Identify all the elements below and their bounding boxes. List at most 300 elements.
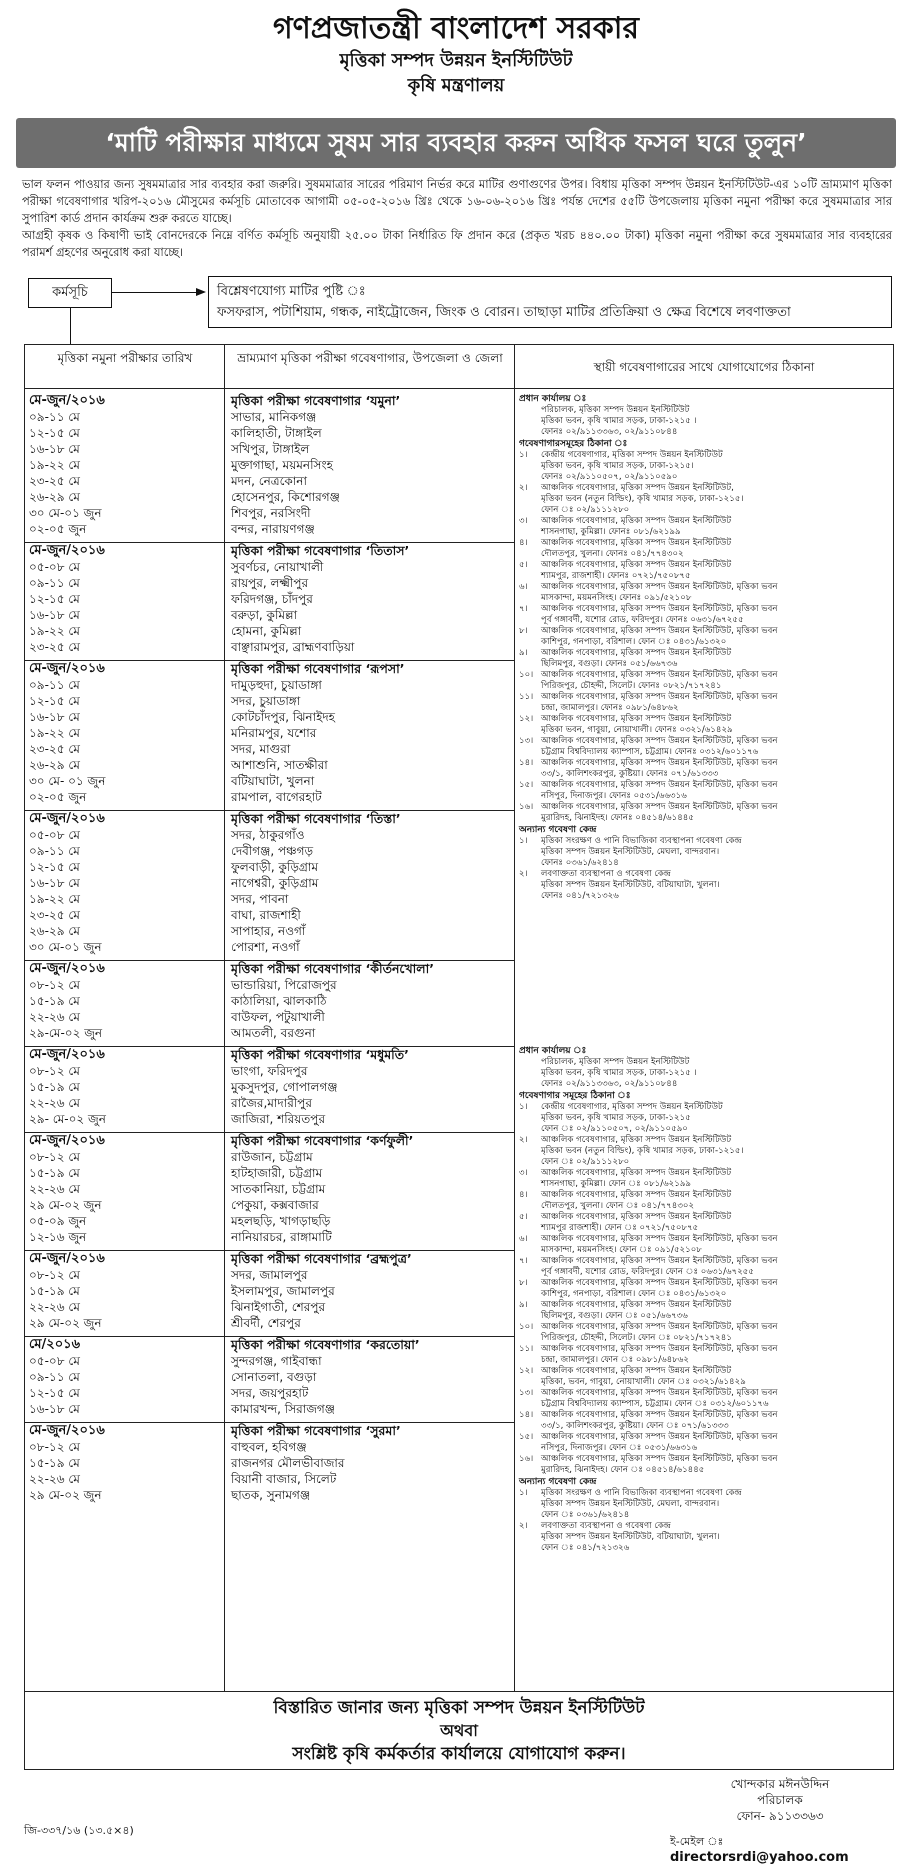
- group-separator: [25, 1046, 515, 1047]
- period-label: মে-জুন/২০১৬: [29, 1423, 105, 1438]
- address-line: আঞ্চলিক গবেষণাগার, মৃত্তিকা সম্পদ উন্নয়ন ইনস্টিটিউট, মৃত্তিকা ভবন: [541, 1432, 778, 1442]
- lab-name: মৃত্তিকা পরীক্ষা গবেষণাগার ‘করতোয়া’: [231, 1337, 420, 1352]
- lab-address-text: [541, 1168, 891, 1190]
- address-line: আঞ্চলিক গবেষণাগার, মৃত্তিকা সম্পদ উন্নয়ন ইনস্টিটিউট: [541, 1300, 732, 1310]
- address-line: ফোন ঃ ০২/৯১১০৫০৭, ০২/৯১১০৫৯০: [541, 1124, 688, 1134]
- location-item: শিবপুর, নরসিংদী: [231, 506, 311, 520]
- address-line: আঞ্চলিক গবেষণাগার, মৃত্তিকা সম্পদ উন্নয়ন ইনস্টিটিউট, মৃত্তিকা ভবন: [541, 1388, 778, 1398]
- lab-address: [517, 1256, 891, 1278]
- lab-address: [517, 1322, 891, 1344]
- ad-code: জি-৩৩৭/১৬ (১৩.৫×৪): [24, 1824, 134, 1837]
- center-address-text: [541, 869, 891, 902]
- lab-address: [517, 1212, 891, 1234]
- head-office-line: [517, 405, 891, 416]
- indent: [519, 427, 541, 438]
- location-item: বিয়ানী বাজার, সিলেট: [231, 1472, 337, 1486]
- address-line: ছিলিমপুর, বগুড়া। ফোন ঃ ০৫১/৬৬৭৩৬: [541, 1311, 688, 1321]
- address-line: মৃত্তিকা সংরক্ষণ ও পানি বিভাজিকা ব্যবস্থাপনা গবেষণা কেন্দ্র: [541, 1488, 742, 1498]
- lab-number: ১৬।: [519, 802, 534, 812]
- footer-box: [24, 1692, 894, 1770]
- location-item: মুকসুদপুর, গোপালগঞ্জ: [231, 1080, 338, 1094]
- lab-number: ১।: [519, 450, 528, 460]
- lab-address: [517, 1278, 891, 1300]
- signatory-designation: পরিচালক: [757, 1793, 803, 1807]
- address-line: মুরারিদহ, ঝিনাইদহ। ফোনঃ ০৪৫১৪/৬১৪৪৫: [541, 813, 694, 823]
- lab-address-text: [541, 450, 891, 483]
- location-item: ভাংগা, ফরিদপুর: [231, 1064, 308, 1078]
- address-line: আঞ্চলিক গবেষণাগার, মৃত্তিকা সম্পদ উন্নয়ন ইনস্টিটিউট, মৃত্তিকা ভবন: [541, 1344, 778, 1354]
- center-number: ২।: [519, 869, 528, 879]
- period-label: মে-জুন/২০১৬: [29, 1133, 105, 1148]
- location-item: বাহুবল, হবিগঞ্জ: [231, 1440, 307, 1454]
- analysis-body: ফসফরাস, পটাশিয়াম, গন্ধক, নাইট্রোজেন, জিংক ও বোরন। তাছাড়া মাটির প্রতিক্রিয়া ও ক্ষেত্র বিশেষে লবণাক্ততা: [217, 305, 791, 320]
- address-line: মৃত্তিকা ভবন (নতুন বিল্ডিং), কৃষি খামার সড়ক, ঢাকা-১২১৫।: [541, 494, 744, 504]
- group-dates: [25, 661, 225, 805]
- location-item: মুক্তাগাছা, ময়মনসিংহ: [231, 458, 333, 472]
- location-item: সদর, চুয়াডাঙ্গা: [231, 694, 301, 708]
- center-number: ১।: [519, 1488, 528, 1498]
- date-item: ০৫-০৮ মে: [29, 1354, 80, 1368]
- date-item: ১৬-১৮ মে: [29, 710, 80, 724]
- address-line: আঞ্চলিক গবেষণাগার, মৃত্তিকা সম্পদ উন্নয়ন ইনস্টিটিউট: [541, 714, 732, 724]
- date-item: ০২-০৫ জুন: [29, 790, 87, 804]
- date-item: ৩০ মে-০১ জুন: [29, 940, 102, 954]
- date-item: ০৯-১১ মে: [29, 410, 80, 424]
- period-label: মে-জুন/২০১৬: [29, 961, 105, 976]
- lab-number: ১২।: [519, 1366, 534, 1376]
- address-line: মৃত্তিকা সম্পদ উন্নয়ন ইনস্টিটিউট, মেঘলা, বান্দরবান।: [541, 847, 720, 857]
- lab-number: ৮।: [519, 1278, 528, 1288]
- lab-address-text: [541, 516, 891, 538]
- indent: [519, 1079, 541, 1090]
- date-item: ২৯ মে-০২ জুন: [29, 1488, 102, 1502]
- location-item: কাঠালিয়া, ঝালকাঠি: [231, 994, 327, 1008]
- other-centers-title: অন্যান্য গবেষণা কেন্দ্র: [519, 1477, 597, 1487]
- lab-number: ৫।: [519, 1212, 528, 1222]
- date-item: ১২-১৬ জুন: [29, 1230, 87, 1244]
- group-separator: [25, 810, 515, 811]
- address-line: পূর্ব গঙ্গাবর্দী, যশোর রোড, ফরিদপুর। ফোন ঃ ০৬৩১/৬৭২৫৫: [541, 1267, 754, 1277]
- location-item: ফুলবাড়ী, কুড়িগ্রাম: [231, 860, 319, 874]
- email-line: [670, 1834, 890, 1866]
- group-separator: [25, 1336, 515, 1337]
- date-item: ০৮-১২ মে: [29, 978, 80, 992]
- date-item: ২৬-২৯ মে: [29, 758, 80, 772]
- date-item: ৩০ মে- ০১ জুন: [29, 774, 106, 788]
- address-line: আঞ্চলিক গবেষণাগার, মৃত্তিকা সম্পদ উন্নয়ন ইনস্টিটিউট, মৃত্তিকা ভবন: [541, 626, 778, 636]
- footer-line-3: সংশ্লিষ্ট কৃষি কর্মকর্তার কার্যালয়ে যোগাযোগ করুন।: [292, 1744, 626, 1764]
- address-line: নসিপুর, দিনাজপুর। ফোনঃ ০৫৩১/৬৬৩১৬: [541, 791, 687, 801]
- head-office-title: প্রধান কার্যালয় ঃ: [519, 1046, 587, 1056]
- location-item: পেকুয়া, কক্সবাজার: [231, 1198, 319, 1212]
- lab-address: [517, 1168, 891, 1190]
- lab-address: [517, 802, 891, 824]
- address-line: মুরারিদহ, ঝিনাইদহ। ফোন ঃ ০৪৫১৪/৬১৪৪৫: [541, 1465, 705, 1475]
- address-line: আঞ্চলিক গবেষণাগার, মৃত্তিকা সম্পদ উন্নয়ন ইনস্টিটিউট, মৃত্তিকা ভবন: [541, 736, 778, 746]
- address-line: লবণাক্ততা ব্যবস্থাপনা ও গবেষণা কেন্দ্র: [541, 1521, 671, 1531]
- address-line: আঞ্চলিক গবেষণাগার, মৃত্তিকা সম্পদ উন্নয়ন ইনস্টিটিউট: [541, 1135, 732, 1145]
- address-line: আঞ্চলিক গবেষণাগার, মৃত্তিকা সম্পদ উন্নয়ন ইনস্টিটিউট: [541, 648, 732, 658]
- other-centers-title: অন্যান্য গবেষণা কেন্দ্র: [519, 825, 597, 835]
- lab-address: [517, 1190, 891, 1212]
- location-item: সোনাতলা, বগুড়া: [231, 1370, 317, 1384]
- lab-number: ৫।: [519, 560, 528, 570]
- lab-number: ১৬।: [519, 1454, 534, 1464]
- group-locations: [225, 393, 515, 537]
- address-line: নসিপুর, দিনাজপুর। ফোন ঃ ০৫৩১/৬৬৩১৬: [541, 1443, 698, 1453]
- lab-address-text: [541, 714, 891, 736]
- lab-address: [517, 450, 891, 483]
- location-item: দামুড়হুদা, চুয়াডাঙ্গা: [231, 678, 322, 692]
- address-line: আঞ্চলিক গবেষণাগার, মৃত্তিকা সম্পদ উন্নয়ন ইনস্টিটিউট,: [541, 483, 734, 493]
- lab-name: মৃত্তিকা পরীক্ষা গবেষণাগার ‘কর্ণফুলী’: [231, 1133, 414, 1148]
- header: [0, 10, 912, 98]
- group-dates: [25, 961, 225, 1041]
- address-line: মাসকান্দা, ময়মনসিংহ। ফোনঃ ০৯১/৫২১০৮: [541, 593, 692, 603]
- center-address-text: [541, 1488, 891, 1521]
- group-locations: [225, 1251, 515, 1331]
- lab-address: [517, 648, 891, 670]
- group-dates: [25, 1251, 225, 1331]
- date-item: ১৫-১৯ মে: [29, 1080, 80, 1094]
- address-line: আঞ্চলিক গবেষণাগার, মৃত্তিকা সম্পদ উন্নয়ন ইনস্টিটিউট, মৃত্তিকা ভবন: [541, 670, 778, 680]
- location-item: সদর, জয়পুরহাট: [231, 1386, 309, 1400]
- date-item: ১৫-১৯ মে: [29, 1166, 80, 1180]
- date-item: ০৮-১২ মে: [29, 1064, 80, 1078]
- address-line: পিরিজপুর, চৌহদ্দী, সিলেট। ফোনঃ ০৮২১/৭১৭২৪১: [541, 681, 722, 691]
- address-line: আঞ্চলিক গবেষণাগার, মৃত্তিকা সম্পদ উন্নয়ন ইনস্টিটিউট, মৃত্তিকা ভবন: [541, 1410, 778, 1420]
- lab-number: ৩।: [519, 1168, 528, 1178]
- indent: [519, 416, 541, 427]
- indent: [519, 405, 541, 416]
- lab-address-text: [541, 648, 891, 670]
- lab-number: ৯।: [519, 648, 528, 658]
- arrow-line: [112, 292, 198, 293]
- institute-title: মৃত্তিকা সম্পদ উন্নয়ন ইনস্টিটিউট: [339, 50, 573, 71]
- lab-address-text: [541, 1300, 891, 1322]
- line-text: ফোনঃ ০২/৯১১৩৩৬৩, ০২/৯১১০৮৪৪: [541, 1079, 678, 1089]
- lab-address-text: [541, 1322, 891, 1344]
- lab-number: ৮।: [519, 626, 528, 636]
- lab-number: ১।: [519, 1102, 528, 1112]
- address-line: ফোন ঃ ০২/৯১১১২৮০: [541, 1157, 630, 1167]
- location-item: বাউফল, পটুয়াখালী: [231, 1010, 325, 1024]
- date-item: ১৬-১৮ মে: [29, 442, 80, 456]
- location-item: শ্রীবর্দী, শেরপুর: [231, 1316, 301, 1330]
- address-line: আঞ্চলিক গবেষণাগার, মৃত্তিকা সম্পদ উন্নয়ন ইনস্টিটিউট, মৃত্তিকা ভবন: [541, 604, 778, 614]
- address-line: মৃত্তিকা সম্পদ উন্নয়ন ইনস্টিটিউট, বটিয়াঘাটা, খুলনা।: [541, 1532, 720, 1542]
- group-separator: [25, 1422, 515, 1423]
- address-line: দৌলতপুর, খুলনা। ফোনঃ ০৪১/৭৭৪৩০২: [541, 549, 684, 559]
- lab-address: [517, 626, 891, 648]
- contact-block-2: [517, 1045, 891, 1689]
- date-item: ০৮-১২ মে: [29, 1150, 80, 1164]
- analysis-title: বিশ্লেষণযোগ্য মাটির পুষ্টি ঃ: [217, 284, 366, 299]
- address-line: কেন্দ্রীয় গবেষণাগার, মৃত্তিকা সম্পদ উন্নয়ন ইনস্টিটিউট: [541, 450, 723, 460]
- lab-address-text: [541, 802, 891, 824]
- location-item: রায়পুর, লক্ষ্মীপুর: [231, 576, 309, 590]
- line-text: মৃত্তিকা ভবন, কৃষি খামার সড়ক, ঢাকা-১২১৫ ।: [541, 416, 697, 426]
- address-line: আঞ্চলিক গবেষণাগার, মৃত্তিকা সম্পদ উন্নয়ন ইনস্টিটিউট, মৃত্তিকা ভবন: [541, 1256, 778, 1266]
- address-line: আঞ্চলিক গবেষণাগার, মৃত্তিকা সম্পদ উন্নয়ন ইনস্টিটিউট: [541, 516, 732, 526]
- address-line: আঞ্চলিক গবেষণাগার, মৃত্তিকা সম্পদ উন্নয়ন ইনস্টিটিউট: [541, 1366, 732, 1376]
- group-locations: [225, 811, 515, 955]
- date-item: ২৯-মে-০২ জুন: [29, 1026, 103, 1040]
- location-item: হোমনা, কুমিল্লা: [231, 624, 302, 638]
- group-separator: [25, 1250, 515, 1251]
- location-item: সখিপুর, টাঙ্গাইল: [231, 442, 310, 456]
- footer-line-2: অথবা: [440, 1721, 478, 1740]
- address-line: চন্দ্রা, জামালপুর। ফোন ঃ ০৯৮১/৬৪৮৬২: [541, 1355, 690, 1365]
- group-separator: [25, 660, 515, 661]
- other-center: [517, 1488, 891, 1521]
- lab-number: ৯।: [519, 1300, 528, 1310]
- address-line: ফোনঃ ০৪১/৭২১৩২৬: [541, 891, 619, 901]
- address-line: শাসনগাছা, কুমিল্লা। ফোন ঃ ০৮১/৬২১৯৯: [541, 1179, 691, 1189]
- address-line: আঞ্চলিক গবেষণাগার, মৃত্তিকা সম্পদ উন্নয়ন ইনস্টিটিউট, মৃত্তিকা ভবন: [541, 1322, 778, 1332]
- address-line: মৃত্তিকা ভবন, কৃষি খামার সড়ক, ঢাকা-১২১৫: [541, 1113, 691, 1123]
- date-item: ০৯-১১ মে: [29, 1370, 80, 1384]
- signatory-phone: ফোন- ৯১১৩৩৬৩: [736, 1809, 824, 1823]
- lab-number: ১৩।: [519, 1388, 534, 1398]
- date-item: ১৫-১৯ মে: [29, 994, 80, 1008]
- lab-address-text: [541, 626, 891, 648]
- labs-title: গবেষণাগারসমূহের ঠিকানা ঃ: [519, 439, 628, 449]
- lab-address-text: [541, 483, 891, 516]
- email-address: directorsrdi@yahoo.com: [670, 1850, 849, 1865]
- intro-text: [22, 176, 892, 261]
- lab-address-text: [541, 1410, 891, 1432]
- address-line: পূর্ব গঙ্গাবর্দী, যশোর রোড, ফরিদপুর। ফোনঃ ০৬৩১/৬৭২৫৫: [541, 615, 744, 625]
- lab-number: ২।: [519, 1135, 528, 1145]
- date-item: ২২-২৬ মে: [29, 1096, 80, 1110]
- location-item: পোরশা, নওগাঁ: [231, 940, 300, 954]
- location-item: বরুড়া, কুমিল্লা: [231, 608, 298, 622]
- address-line: লবণাক্ততা ব্যবস্থাপনা ও গবেষণা কেন্দ্র: [541, 869, 671, 879]
- date-item: ১৫-১৯ মে: [29, 1456, 80, 1470]
- date-item: ২২-২৬ মে: [29, 1182, 80, 1196]
- intro-paragraph-1: ভাল ফলন পাওয়ার জন্য সুষমমাত্রার সার ব্যবহার করা জরুরি। সুষমমাত্রার সারের পরিমাণ নির্ভর করে মাটির গুণাগুণের উপর। বিধায় মৃত্তিকা সম্পদ উন্নয়ন ইনস্টিটিউট-এর ১০টি ভ্রাম্যমাণ মৃত্তিকা পরীক্ষা গবেষণাগার খরিপ-২০১৬ মৌসুমের কর্মসূচি মোতাবেক আগামী ০৫-০৫-২০১৬ খ্রিঃ থেকে ১৬-০৬-২০১৬ খ্রিঃ পর্যন্ত দেশের ৫৫টি উপজেলায় মৃত্তিকা নমুনা পরীক্ষা করে সুষমমাত্রার সার সুপারিশ কার্ড প্রদান কার্যক্রম শুরু করতে যাচ্ছে।: [22, 177, 892, 225]
- date-item: ১২-১৫ মে: [29, 592, 80, 606]
- location-item: বটিয়াঘাটা, খুলনা: [231, 774, 315, 788]
- location-item: মনিরামপুর, যশোর: [231, 726, 317, 740]
- date-item: ১৯-২২ মে: [29, 458, 80, 472]
- location-item: সাপাহার, নওগাঁ: [231, 924, 306, 938]
- labs-title: গবেষণাগার সমূহের ঠিকানা ঃ: [519, 1091, 631, 1101]
- address-line: আঞ্চলিক গবেষণাগার, মৃত্তিকা সম্পদ উন্নয়ন ইনস্টিটিউট, মৃত্তিকা ভবন: [541, 692, 778, 702]
- location-item: সদর, জামালপুর: [231, 1268, 308, 1282]
- lab-address: [517, 483, 891, 516]
- arrow-right-icon: [196, 288, 206, 296]
- group-dates: [25, 543, 225, 655]
- lab-number: ১২।: [519, 714, 534, 724]
- lab-address: [517, 1234, 891, 1256]
- address-line: মৃত্তিকা ভবন, গাবুয়া, নোয়াখালী। ফোনঃ ০৩২১/৬১৪২৯: [541, 725, 733, 735]
- lab-name: মৃত্তিকা পরীক্ষা গবেষণাগার ‘রূপসা’: [231, 661, 405, 676]
- address-line: দৌলতপুর, খুলনা। ফোন ঃ ০৪১/৭৭৪৩০২: [541, 1201, 695, 1211]
- date-item: ০৮-১২ মে: [29, 1268, 80, 1282]
- lab-address: [517, 1344, 891, 1366]
- location-item: বাঞ্ছারামপুর, ব্রাহ্মণবাড়িয়া: [231, 640, 355, 654]
- lab-address: [517, 560, 891, 582]
- line-text: মৃত্তিকা ভবন, কৃষি খামার সড়ক, ঢাকা-১২১৫ ।: [541, 1068, 697, 1078]
- date-item: ২৯ মে-০২ জুন: [29, 1198, 102, 1212]
- location-item: হোসেনপুর, কিশোরগঞ্জ: [231, 490, 340, 504]
- date-item: ২৯ মে-০২ জুন: [29, 1316, 102, 1330]
- lab-name: মৃত্তিকা পরীক্ষা গবেষণাগার ‘যমুনা’: [231, 393, 401, 408]
- location-item: ইসলামপুর, জামালপুর: [231, 1284, 335, 1298]
- group-dates: [25, 1423, 225, 1503]
- address-line: ফোন ঃ ০২/৯১১১২৮০: [541, 505, 630, 515]
- address-line: ফোনঃ ০২/৯১১০৫০৭, ০২/৯১১০৫৯০: [541, 472, 678, 482]
- group-dates: [25, 1133, 225, 1245]
- location-item: কোটচাঁদপুর, ঝিনাইদহ: [231, 710, 335, 724]
- date-item: ০৯-১১ মে: [29, 576, 80, 590]
- lab-number: ৭।: [519, 604, 528, 614]
- connector-line: [70, 308, 71, 344]
- lab-address: [517, 736, 891, 758]
- lab-number: ৬।: [519, 1234, 528, 1244]
- group-separator: [25, 542, 515, 543]
- center-address-text: [541, 836, 891, 869]
- date-item: ২৩-২৫ মে: [29, 474, 80, 488]
- center-address-text: [541, 1521, 891, 1554]
- location-item: ফরিদগঞ্জ, চাঁদপুর: [231, 592, 313, 606]
- date-item: ০২-০৫ জুন: [29, 522, 87, 536]
- date-item: ০৫-০৮ মে: [29, 828, 80, 842]
- location-item: রাউজান, চট্টগ্রাম: [231, 1150, 313, 1164]
- lab-address: [517, 538, 891, 560]
- lab-address-text: [541, 1366, 891, 1388]
- lab-address-text: [541, 1454, 891, 1476]
- lab-number: ১১।: [519, 1344, 534, 1354]
- location-item: বাঘা, রাজশাহী: [231, 908, 301, 922]
- period-label: মে-জুন/২০১৬: [29, 393, 105, 408]
- lab-address-text: [541, 1102, 891, 1135]
- group-dates: [25, 1337, 225, 1417]
- lab-number: ১৩।: [519, 736, 534, 746]
- lab-address: [517, 582, 891, 604]
- address-line: মৃত্তিকা সংরক্ষণ ও পানি বিভাজিকা ব্যবস্থাপনা গবেষণা কেন্দ্র: [541, 836, 742, 846]
- table-header-lab: ভ্রাম্যমাণ মৃত্তিকা পরীক্ষা গবেষণাগার, উপজেলা ও জেলা: [225, 345, 515, 389]
- date-item: ২৬-২৯ মে: [29, 490, 80, 504]
- lab-number: ১০।: [519, 1322, 534, 1332]
- date-item: ২২-২৬ মে: [29, 1010, 80, 1024]
- location-item: রাজৈর,মাদারীপুর: [231, 1096, 312, 1110]
- period-label: মে-জুন/২০১৬: [29, 1047, 105, 1062]
- lab-number: ৭।: [519, 1256, 528, 1266]
- location-item: মহলছড়ি, খাগড়াছড়ি: [231, 1214, 331, 1228]
- group-locations: [225, 1133, 515, 1245]
- location-item: আমতলী, বরগুনা: [231, 1026, 316, 1040]
- lab-address-text: [541, 1212, 891, 1234]
- location-item: দেবীগঞ্জ, পঞ্চগড়: [231, 844, 314, 858]
- lab-address-text: [541, 582, 891, 604]
- address-line: আঞ্চলিক গবেষণাগার, মৃত্তিকা সম্পদ উন্নয়ন ইনস্টিটিউট, মৃত্তিকা ভবন: [541, 1278, 778, 1288]
- lab-address-text: [541, 1388, 891, 1410]
- date-item: ২২-২৬ মে: [29, 1472, 80, 1486]
- center-number: ২।: [519, 1521, 528, 1531]
- head-office-line: [517, 416, 891, 427]
- address-line: চট্টগ্রাম বিশ্ববিদ্যালয় ক্যাম্পাস, চট্টগ্রাম। ফোনঃ ০৩১২/৬০১১৭৬: [541, 747, 759, 757]
- date-item: ০৫-০৯ জুন: [29, 1214, 87, 1228]
- lab-address-text: [541, 1344, 891, 1366]
- lab-address-text: [541, 1256, 891, 1278]
- address-line: আঞ্চলিক গবেষণাগার, মৃত্তিকা সম্পদ উন্নয়ন ইনস্টিটিউট, মৃত্তিকা ভবন: [541, 780, 778, 790]
- location-item: রাজনগর মৌলভীবাজার: [231, 1456, 345, 1470]
- address-line: আঞ্চলিক গবেষণাগার, মৃত্তিকা সম্পদ উন্নয়ন ইনস্টিটিউট, মৃত্তিকা ভবন: [541, 1454, 778, 1464]
- address-line: ফোন ঃ ০৩৬১/৬২৪১৪: [541, 1510, 630, 1520]
- indent: [519, 1057, 541, 1068]
- lab-address: [517, 1432, 891, 1454]
- lab-address-text: [541, 538, 891, 560]
- lab-number: ৬।: [519, 582, 528, 592]
- date-item: ১৯-২২ মে: [29, 726, 80, 740]
- lab-address-text: [541, 1190, 891, 1212]
- signatory-name: খোন্দকার মঈনউদ্দিন: [730, 1777, 830, 1791]
- group-locations: [225, 543, 515, 655]
- lab-number: ১৫।: [519, 780, 534, 790]
- date-item: ১৯-২২ মে: [29, 624, 80, 638]
- address-line: কেন্দ্রীয় গবেষণাগার, মৃত্তিকা সম্পদ উন্নয়ন ইনস্টিটিউট: [541, 1102, 723, 1112]
- intro-paragraph-2: আগ্রহী কৃষক ও কিষাণী ভাই বোনদেরকে নিম্নে বর্ণিত কর্মসূচি অনুযায়ী ২৫.০০ টাকা নির্ধারিত ফি প্রদান করে (প্রকৃত খরচ ৪৪০.০০ টাকা) মৃত্তিকা নমুনা পরীক্ষা করে সুষমমাত্রার সার ব্যবহারের পরামর্শ গ্রহণের অনুরোধ করা যাচ্ছে।: [22, 228, 892, 259]
- date-item: ০৫-০৮ মে: [29, 560, 80, 574]
- lab-number: ১০।: [519, 670, 534, 680]
- lab-name: মৃত্তিকা পরীক্ষা গবেষণাগার ‘তিস্তা’: [231, 811, 401, 826]
- lab-address: [517, 1388, 891, 1410]
- location-item: সুবর্ণচর, নোয়াখালী: [231, 560, 324, 574]
- date-item: ২৩-২৫ মে: [29, 742, 80, 756]
- period-label: মে-জুন/২০১৬: [29, 661, 105, 676]
- line-text: পরিচালক, মৃত্তিকা সম্পদ উন্নয়ন ইনস্টিটিউট: [541, 1057, 690, 1067]
- other-center: [517, 1521, 891, 1554]
- period-label: মে/২০১৬: [29, 1337, 81, 1352]
- address-line: মৃত্তিকা সম্পদ উন্নয়ন ইনস্টিটিউট, বটিয়াঘাটা, খুলনা।: [541, 880, 720, 890]
- date-item: ০৯-১১ মে: [29, 844, 80, 858]
- lab-address-text: [541, 1135, 891, 1168]
- signature-block: [670, 1776, 890, 1866]
- lab-address-text: [541, 560, 891, 582]
- group-locations: [225, 1423, 515, 1503]
- address-line: শাসনগাছা, কুমিল্লা। ফোনঃ ০৮১/৬২১৯৯: [541, 527, 681, 537]
- line-text: পরিচালক, মৃত্তিকা সম্পদ উন্নয়ন ইনস্টিটিউট: [541, 405, 690, 415]
- location-item: আশাশুনি, সাতক্ষীরা: [231, 758, 328, 772]
- lab-address-text: [541, 1432, 891, 1454]
- location-item: কামারখন্দ, সিরাজগঞ্জ: [231, 1402, 336, 1416]
- address-line: ৩৩/১, কালিশংকরপুর, কুষ্টিয়া। ফোন ঃ ০৭১/৬১৩৩৩: [541, 1421, 729, 1431]
- lab-address: [517, 1366, 891, 1388]
- analysis-box: [208, 276, 892, 328]
- location-item: ঝিনাইগাতী, শেরপুর: [231, 1300, 326, 1314]
- location-item: সুন্দরগঞ্জ, গাইবান্ধা: [231, 1354, 322, 1368]
- other-center: [517, 869, 891, 902]
- group-separator: [25, 960, 515, 961]
- lab-number: ৩।: [519, 516, 528, 526]
- group-dates: [25, 1047, 225, 1127]
- address-line: শ্যামপুর রাজশাহী। ফোন ঃ ০৭২১/৭৫০৮৭৫: [541, 1223, 699, 1233]
- address-line: কাশিপুর, গনপাড়া, বরিশাল। ফোন ঃ ০৪৩১/৬১৩২০: [541, 1289, 727, 1299]
- head-office-line: [517, 1057, 891, 1068]
- lab-address: [517, 692, 891, 714]
- lab-name: মৃত্তিকা পরীক্ষা গবেষণাগার ‘তিতাস’: [231, 543, 410, 558]
- date-item: ১২-১৫ মে: [29, 860, 80, 874]
- group-locations: [225, 961, 515, 1041]
- center-number: ১।: [519, 836, 528, 846]
- head-office-title: প্রধান কার্যালয় ঃ: [519, 394, 587, 404]
- lab-number: ১৪।: [519, 758, 534, 768]
- group-dates: [25, 811, 225, 955]
- location-item: বন্দর, নারায়ণগঞ্জ: [231, 522, 315, 536]
